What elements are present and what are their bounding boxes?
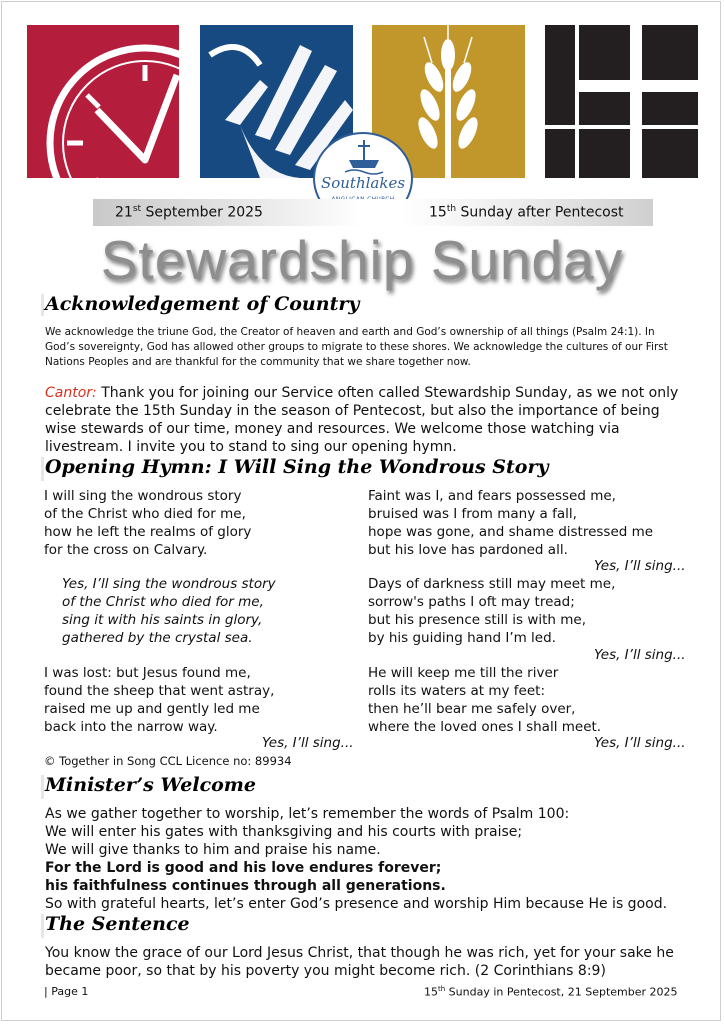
refrain-cue: Yes, I’ll sing... <box>594 735 686 751</box>
sentence-heading: The Sentence <box>45 913 190 935</box>
page-title: Stewardship Sunday <box>100 229 624 291</box>
verse-4: Days of darkness still may meet me, sorrow's paths I oft may tread; but his presence still is with me, by his guiding hand I’m led. <box>368 576 616 646</box>
heading-rule <box>41 775 44 799</box>
cantor-paragraph <box>45 384 685 456</box>
page-number: | Page 1 <box>44 985 89 998</box>
ack-heading: Acknowledgement of Country <box>45 293 360 315</box>
verse-5: He will keep me till the river rolls its waters at my feet: then he’ll bear me safely over, where the loved ones I shall meet. <box>368 665 602 735</box>
sentence-text: You know the grace of our Lord Jesus Christ, that though he was rich, yet for your sake he became poor, so that by his poverty you might become rich. (2 Corinthians 8:9) <box>45 945 674 979</box>
boat-icon <box>339 138 389 176</box>
ack-text: We acknowledge the triune God, the Creator of heaven and earth and God’s ownership of all things (Psalm 24:1). In God’s sovereignty, God has allowed other groups to migrate to these shores. We acknowledge the cultures of our First Nations Peoples and are thankful for the community that we share together now. <box>45 326 668 368</box>
verse-2: I was lost: but Jesus found me, found the sheep that went astray, raised me up and gently led me back into the narrow way. <box>44 665 275 735</box>
cantor-text: Thank you for joining our Service often called Stewardship Sunday, as we not only celebrate the 15th Sunday in the season of Pentecost, but also the importance of being wise stewards of our time, money and resources. We welcome those watching via livestream. I invite you to stand to sing our opening hymn. <box>45 385 679 455</box>
footer-date: 15th Sunday in Pentecost, 21 September 2025 <box>424 985 678 999</box>
welcome-heading: Minister’s Welcome <box>45 774 257 796</box>
cross-icon <box>545 25 698 178</box>
clock-icon <box>27 25 179 178</box>
refrain-cue: Yes, I’ll sing... <box>262 735 354 751</box>
licence-note: © Together in Song CCL Licence no: 89934 <box>44 754 292 768</box>
verse-1: I will sing the wondrous story of the Christ who died for me, how he left the realms of glory for the cross on Calvary. <box>44 488 252 558</box>
logo-name: Southlakes <box>320 174 406 192</box>
liturgical-day: 15th Sunday after Pentecost <box>429 204 624 221</box>
welcome-text: As we gather together to worship, let’s remember the words of Psalm 100: We will enter his gates with thanksgiving and his courts with praise; We will give thanks to him and praise his name. For the Lord is good and his love endures forever; his faithfulness continues through all generations. So with grateful hearts, let’s enter God’s presence and worship Him because He is good. <box>45 806 668 912</box>
refrain-cue: Yes, I’ll sing... <box>594 558 686 574</box>
heading-rule <box>41 294 44 316</box>
refrain-cue: Yes, I’ll sing... <box>594 647 686 663</box>
date-bar <box>93 199 653 226</box>
chorus: Yes, I’ll sing the wondrous story of the Christ who died for me, sing it with his saints in glory, gathered by the crystal sea. <box>62 576 276 646</box>
heading-rule <box>41 914 44 938</box>
cantor-label: Cantor: <box>45 385 97 401</box>
verse-3: Faint was I, and fears possessed me, bruised was I from many a fall, hope was gone, and shame distressed me but his love has pardoned all. <box>368 488 654 558</box>
heading-rule <box>41 457 44 481</box>
service-date: 21st September 2025 <box>115 204 263 221</box>
banner <box>0 0 724 230</box>
hymn-heading: Opening Hymn: I Will Sing the Wondrous Story <box>45 456 549 478</box>
clock-tile <box>27 25 179 178</box>
cross-tile <box>545 25 698 178</box>
